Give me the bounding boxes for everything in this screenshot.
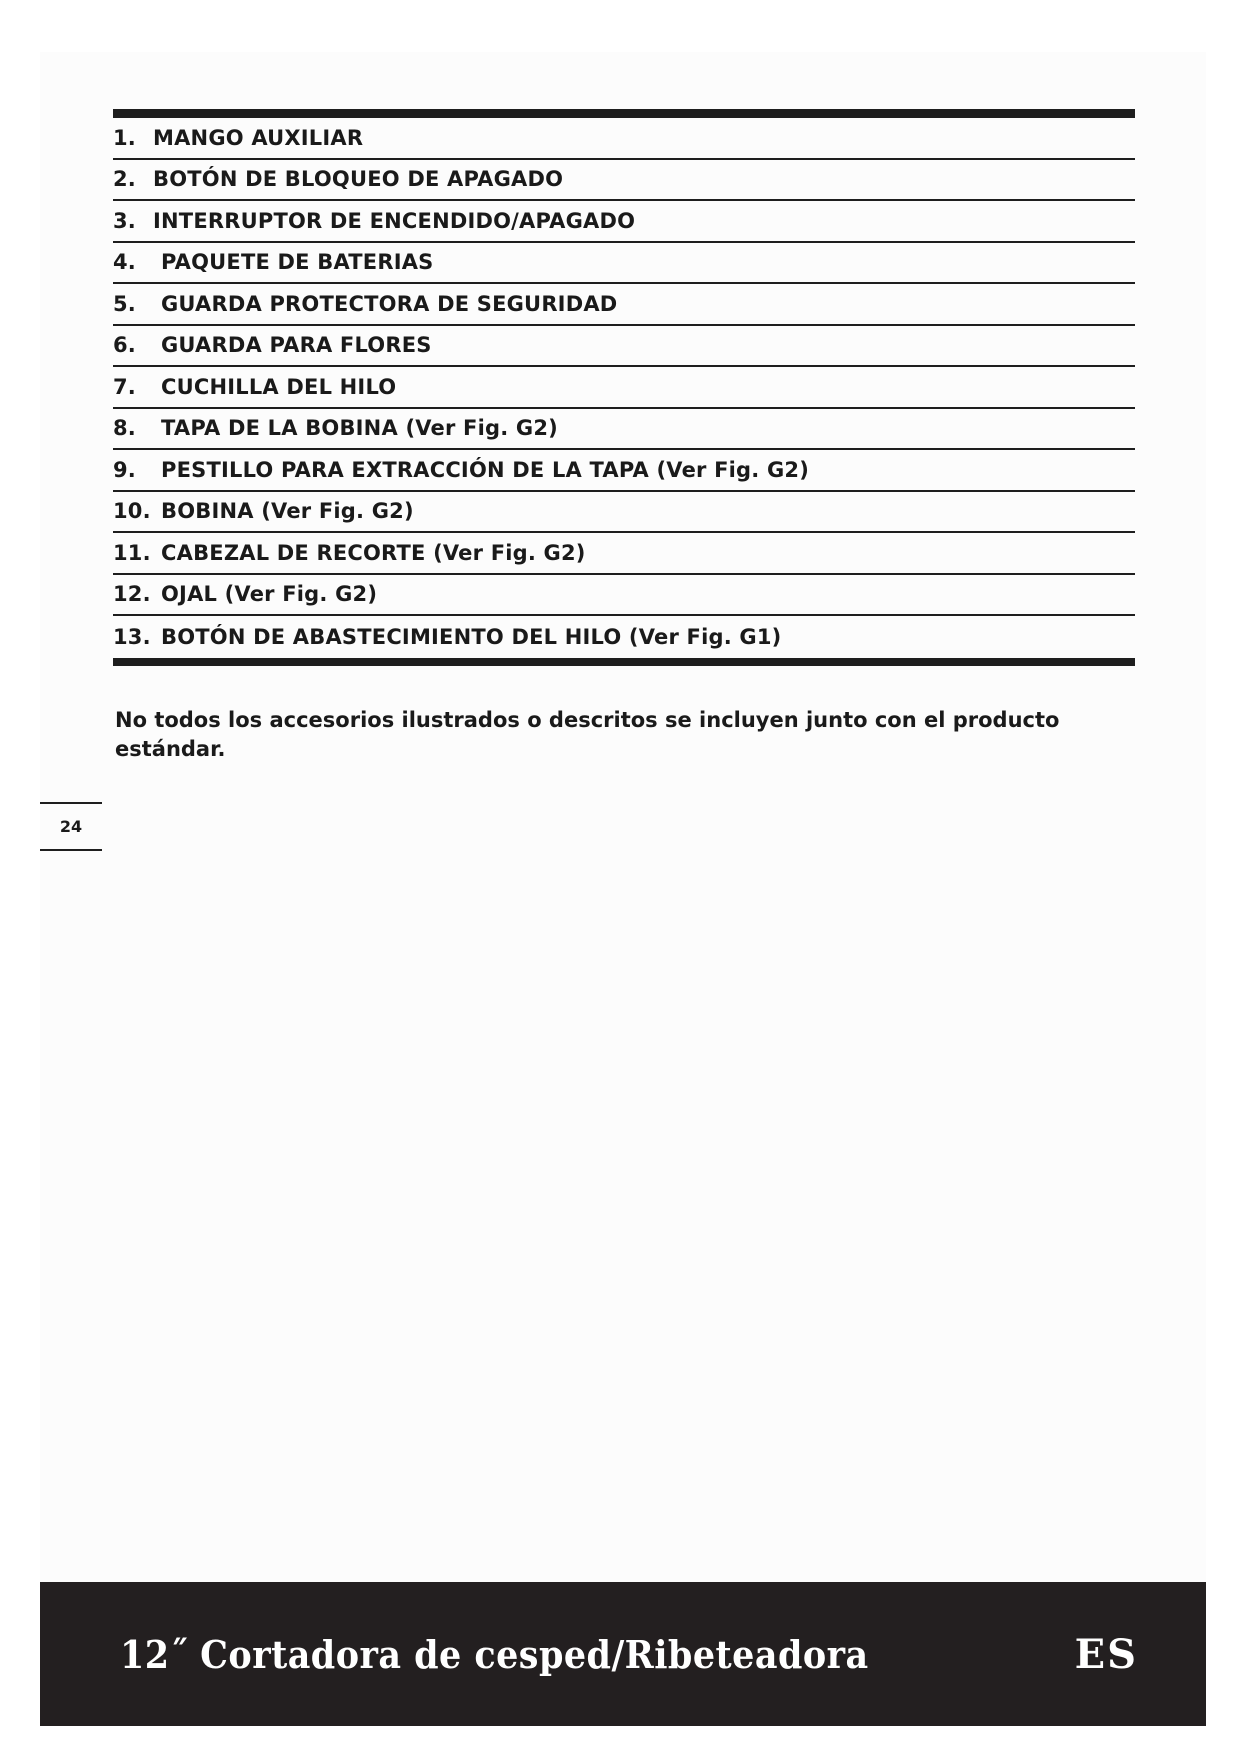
figure-reference: (Ver Fig. G2) (433, 540, 586, 565)
part-label: TAPA DE LA BOBINA (161, 416, 398, 441)
part-number: 11. (113, 540, 151, 565)
part-label: PESTILLO PARA EXTRACCIÓN DE LA TAPA (161, 457, 649, 482)
part-label: BOTÓN DE ABASTECIMIENTO DEL HILO (161, 624, 622, 649)
figure-reference: (Ver Fig. G2) (261, 499, 414, 524)
part-number: 2. (113, 167, 136, 192)
part-row-7 (113, 367, 1135, 409)
figure-reference: (Ver Fig. G2) (224, 582, 378, 607)
part-number: 6. (113, 333, 136, 358)
part-label: OJAL (161, 582, 218, 607)
page-number (40, 802, 102, 851)
part-number: 4. (113, 250, 136, 275)
part-label: PAQUETE DE BATERIAS (161, 250, 434, 275)
footer-title: 12˝ Cortadora de cesped/Ribeteadora (120, 1631, 869, 1677)
page-number-text: 24 (59, 817, 83, 836)
part-number: 7. (113, 374, 136, 399)
parts-list (113, 109, 1135, 666)
part-number: 1. (113, 125, 136, 150)
accessories-note: No todos los accesorios ilustrados o descritos se incluyen junto con el producto estándar. (115, 708, 1060, 761)
part-number: 13. (113, 624, 151, 649)
part-number: 9. (113, 457, 136, 482)
part-row-1 (113, 118, 1135, 160)
part-label: GUARDA PROTECTORA DE SEGURIDAD (161, 291, 618, 316)
part-row-10 (113, 492, 1135, 534)
part-row-9 (113, 450, 1135, 492)
part-row-12 (113, 575, 1135, 617)
part-row-6 (113, 326, 1135, 368)
part-number: 10. (113, 499, 151, 524)
part-row-13 (113, 616, 1135, 658)
part-row-3 (113, 201, 1135, 243)
footer-banner (40, 1582, 1206, 1726)
part-number: 12. (113, 582, 151, 607)
part-label: MANGO AUXILIAR (153, 125, 364, 150)
figure-reference: (Ver Fig. G2) (656, 457, 810, 482)
figure-reference: (Ver Fig. G1) (628, 624, 782, 649)
part-number: 8. (113, 416, 136, 441)
part-label: CUCHILLA DEL HILO (161, 374, 397, 399)
part-label: INTERRUPTOR DE ENCENDIDO/APAGADO (153, 208, 636, 233)
part-number: 5. (113, 291, 136, 316)
part-row-11 (113, 533, 1135, 575)
part-row-2 (113, 160, 1135, 202)
part-row-4 (113, 243, 1135, 285)
language-code: ES (1074, 1630, 1138, 1678)
part-row-8 (113, 409, 1135, 451)
part-label: GUARDA PARA FLORES (161, 333, 432, 358)
part-number: 3. (113, 208, 136, 233)
part-row-5 (113, 284, 1135, 326)
part-label: BOTÓN DE BLOQUEO DE APAGADO (153, 167, 564, 192)
figure-reference: (Ver Fig. G2) (405, 416, 558, 441)
part-label: BOBINA (161, 499, 254, 524)
part-label: CABEZAL DE RECORTE (161, 540, 426, 565)
